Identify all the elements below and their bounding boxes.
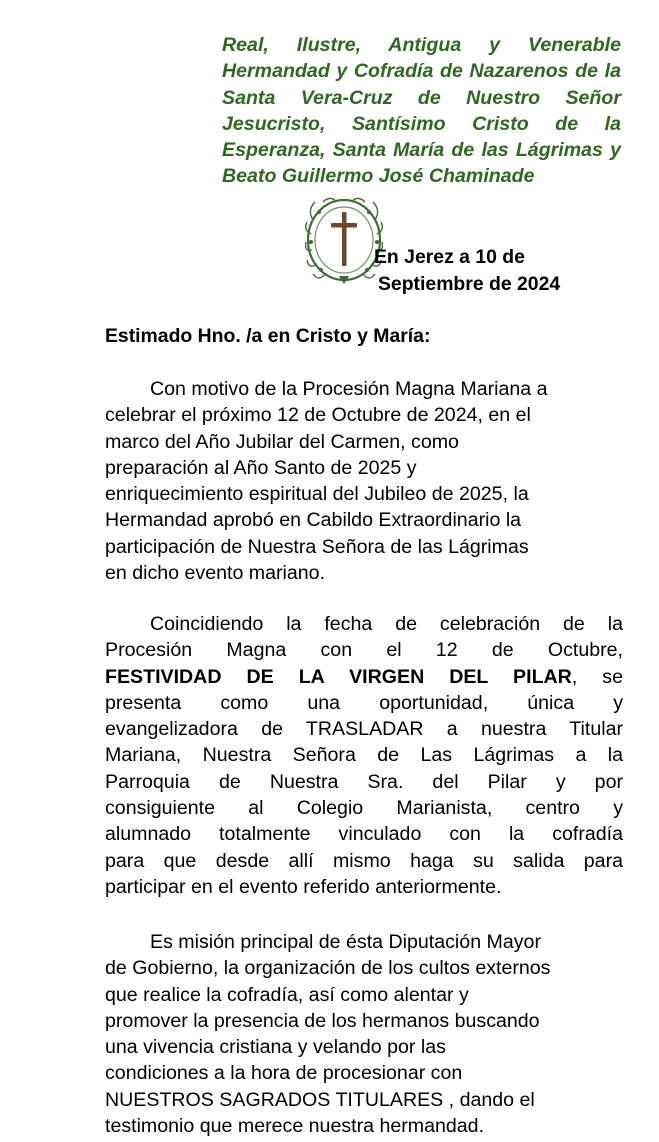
pilar-festivity-bold: FESTIVIDAD DE LA VIRGEN DEL PILAR (105, 665, 572, 688)
paragraph-2-line-with-bold (105, 664, 623, 690)
date-line-2: Septiembre de 2024 (378, 273, 561, 295)
letter-date (374, 244, 604, 298)
paragraph-2-line: Parroquia de Nuestra Sra. del Pilar y por (105, 770, 623, 793)
paragraph-2 (105, 611, 623, 900)
greeting: Estimado Hno. /a en Cristo y María: (105, 325, 431, 347)
paragraph-1 (105, 376, 623, 586)
paragraph-3-line: Es misión principal de ésta Diputación Mayor (150, 931, 541, 953)
paragraph-1-line: Con motivo de la Procesión Magna Mariana a (150, 378, 548, 400)
paragraph-2-line: alumnado totalmente vinculado con la cofradía (105, 823, 623, 846)
paragraph-3 (105, 929, 623, 1139)
paragraph-3-line: condiciones a la hora de procesionar con (105, 1062, 463, 1085)
paragraph-2-line: evangelizadora de TRASLADAR a nuestra Titular (105, 718, 623, 741)
paragraph-3-line: que realice la cofradía, así como alentar y (105, 983, 469, 1006)
paragraph-1-line: celebrar el próximo 12 de Octubre de 2024, en el (105, 404, 531, 427)
brotherhood-title: Real, Ilustre, Antigua y Venerable Hermandad y Cofradía de Nazarenos de la Santa Vera-Cruz de Nuestro Señor Jesucristo, Santísimo Cristo de la Esperanza, Santa María de las Lágrimas y Beato Guillermo José Chaminade (222, 34, 621, 188)
paragraph-3-line: una vivencia cristiana y velando por las (105, 1036, 446, 1059)
date-line-1: En Jerez a 10 de (374, 246, 525, 268)
paragraph-2-line: presenta como una oportunidad, única y (105, 691, 623, 714)
paragraph-1-line: enriquecimiento espiritual del Jubileo de 2025, la (105, 483, 529, 506)
paragraph-2-line: Coincidiendo la fecha de celebración de la (150, 613, 623, 635)
paragraph-2-line: para que desde allí mismo haga su salida para (105, 849, 623, 872)
paragraph-3-line: de Gobierno, la organización de los cultos externos (105, 957, 551, 980)
paragraph-2-line: Procesión Magna con el 12 de Octubre, (105, 639, 623, 662)
paragraph-2-line-rest: , se (571, 665, 623, 688)
paragraph-1-line: preparación al Año Santo de 2025 y (105, 456, 417, 479)
paragraph-1-line: en dicho evento mariano. (105, 562, 326, 585)
paragraph-2-line: consiguiente al Colegio Marianista, centro y (105, 797, 623, 820)
paragraph-3-line: testimonio que merece nuestra hermandad. (105, 1115, 485, 1138)
paragraph-2-line: participar en el evento referido anteriormente. (105, 875, 502, 898)
paragraph-3-line: NUESTROS SAGRADOS TITULARES , dando el (105, 1088, 535, 1111)
paragraph-3-line: promover la presencia de los hermanos buscando (105, 1009, 540, 1032)
paragraph-1-line: Hermandad aprobó en Cabildo Extraordinario la (105, 509, 522, 532)
cross-wreath-seal-icon (303, 190, 385, 286)
paragraph-1-line: participación de Nuestra Señora de las Lágrimas (105, 535, 529, 558)
paragraph-1-line: marco del Año Jubilar del Carmen, como (105, 430, 459, 453)
paragraph-2-line: Mariana, Nuestra Señora de Las Lágrimas a la (105, 744, 623, 767)
